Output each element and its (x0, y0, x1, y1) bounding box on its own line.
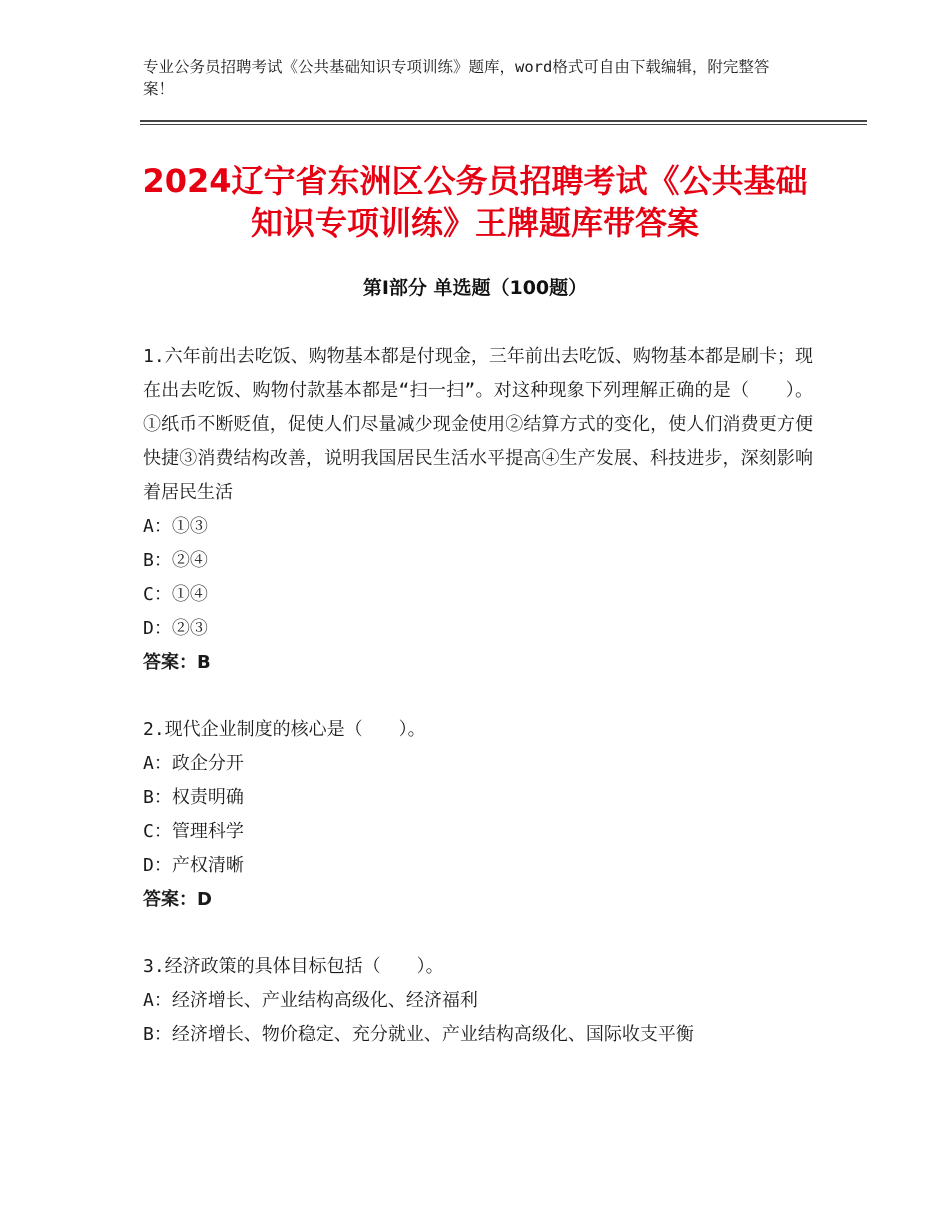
header-rule-thick (140, 120, 867, 122)
question-stem: 2.现代企业制度的核心是（ ）。 (143, 719, 426, 740)
header-rule-thin (140, 124, 867, 125)
option-b: B：经济增长、物价稳定、充分就业、产业结构高级化、国际收支平衡 (143, 1024, 694, 1045)
option-c: C：①④ (143, 584, 208, 605)
section-title: 第Ⅰ部分 单选题（100题） (362, 277, 588, 299)
option-a: A：①③ (143, 516, 208, 537)
question-1 (143, 340, 813, 680)
document-title: 2024辽宁省东洲区公务员招聘考试《公共基础知识专项训练》王牌题库带答案 (142, 162, 808, 242)
option-d: D：产权清晰 (143, 855, 244, 876)
question-list (143, 340, 813, 1085)
question-3 (143, 950, 813, 1052)
question-2 (143, 713, 813, 917)
option-c: C：管理科学 (143, 821, 244, 842)
header-note: 专业公务员招聘考试《公共基础知识专项训练》题库，word格式可自由下载编辑，附完整答案！ (143, 58, 770, 98)
question-stem: 3.经济政策的具体目标包括（ ）。 (143, 956, 444, 977)
question-stem: 1.六年前出去吃饭、购物基本都是付现金，三年前出去吃饭、购物基本都是刷卡；现在出去吃饭、购物付款基本都是“扫一扫”。对这种现象下列理解正确的是（ ）。①纸币不断贬值，促使人们尽量减少现金使用②结算方式的变化，使人们消费更方便快捷③消费结构改善，说明我国居民生活水平提高④生产发展、科技进步，深刻影响着居民生活 (143, 346, 813, 503)
option-d: D：②③ (143, 618, 208, 639)
answer: 答案：B (143, 652, 211, 673)
answer: 答案：D (143, 889, 212, 910)
option-b: B：权责明确 (143, 787, 244, 808)
option-a: A：经济增长、产业结构高级化、经济福利 (143, 990, 478, 1011)
option-a: A：政企分开 (143, 753, 244, 774)
option-b: B：②④ (143, 550, 208, 571)
